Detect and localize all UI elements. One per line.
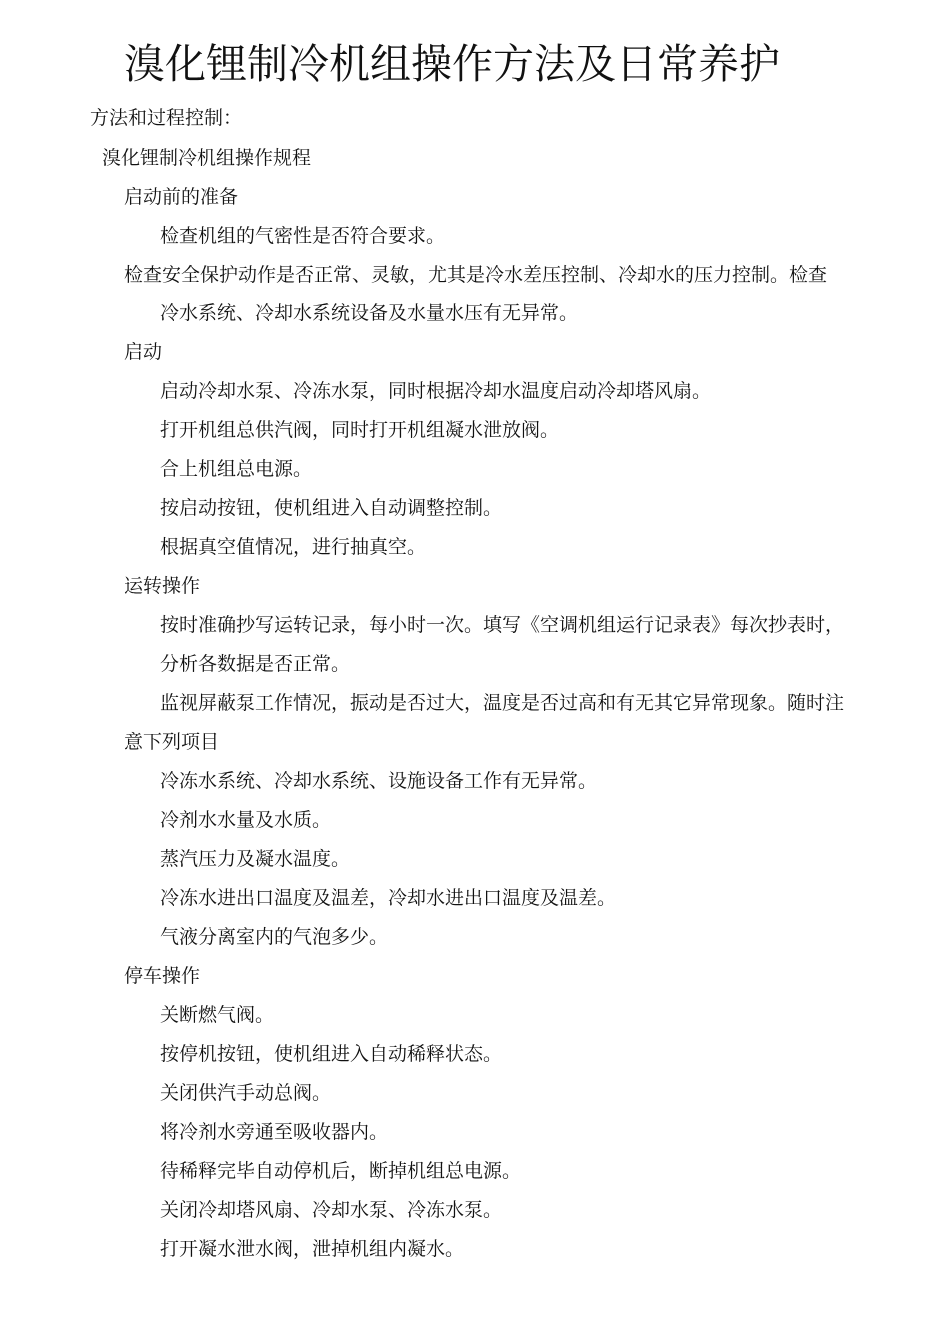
start-heading: 启动 <box>124 341 163 363</box>
run-item: 冷冻水进出口温度及温差，冷却水进出口温度及温差。 <box>160 887 617 909</box>
start-item: 启动冷却水泵、冷冻水泵，同时根据冷却水温度启动冷却塔风扇。 <box>160 380 712 402</box>
section-heading: 方法和过程控制： <box>90 107 243 129</box>
start-item: 按启动按钮，使机组进入自动调整控制。 <box>160 497 503 519</box>
prep-heading: 启动前的准备 <box>124 186 239 208</box>
run-item: 冷冻水系统、冷却水系统、设施设备工作有无异常。 <box>160 770 598 792</box>
stop-item: 待稀释完毕自动停机后，断掉机组总电源。 <box>160 1160 522 1182</box>
start-item: 打开机组总供汽阀，同时打开机组凝水泄放阀。 <box>160 419 560 441</box>
run-item: 监视屏蔽泵工作情况，振动是否过大，温度是否过高和有无其它异常现象。随时注 <box>160 692 845 714</box>
prep-item: 检查机组的气密性是否符合要求。 <box>160 225 446 247</box>
run-item: 气液分离室内的气泡多少。 <box>160 926 389 948</box>
run-item: 冷剂水水量及水质。 <box>160 809 332 831</box>
stop-item: 按停机按钮，使机组进入自动稀释状态。 <box>160 1043 503 1065</box>
stop-item: 关闭供汽手动总阀。 <box>160 1082 332 1104</box>
run-item: 按时准确抄写运转记录，每小时一次。填写《空调机组运行记录表》每次抄表时， <box>160 614 845 636</box>
start-item: 根据真空值情况，进行抽真空。 <box>160 536 427 558</box>
document-title: 溴化锂制冷机组操作方法及日常养护 <box>124 40 780 88</box>
prep-item: 冷水系统、冷却水系统设备及水量水压有无异常。 <box>160 302 579 324</box>
stop-item: 关断燃气阀。 <box>160 1004 275 1026</box>
sub-heading: 溴化锂制冷机组操作规程 <box>102 147 312 169</box>
stop-heading: 停车操作 <box>124 965 201 987</box>
run-heading: 运转操作 <box>124 575 201 597</box>
start-item: 合上机组总电源。 <box>160 458 313 480</box>
stop-item: 关闭冷却塔风扇、冷却水泵、冷冻水泵。 <box>160 1199 503 1221</box>
run-item: 意下列项目 <box>124 731 220 753</box>
prep-item: 检查安全保护动作是否正常、灵敏，尤其是冷水差压控制、冷却水的压力控制。检查 <box>124 264 828 286</box>
stop-item: 打开凝水泄水阀，泄掉机组内凝水。 <box>160 1238 465 1260</box>
run-item: 蒸汽压力及凝水温度。 <box>160 848 351 870</box>
stop-item: 将冷剂水旁通至吸收器内。 <box>160 1121 389 1143</box>
run-item: 分析各数据是否正常。 <box>160 653 351 675</box>
